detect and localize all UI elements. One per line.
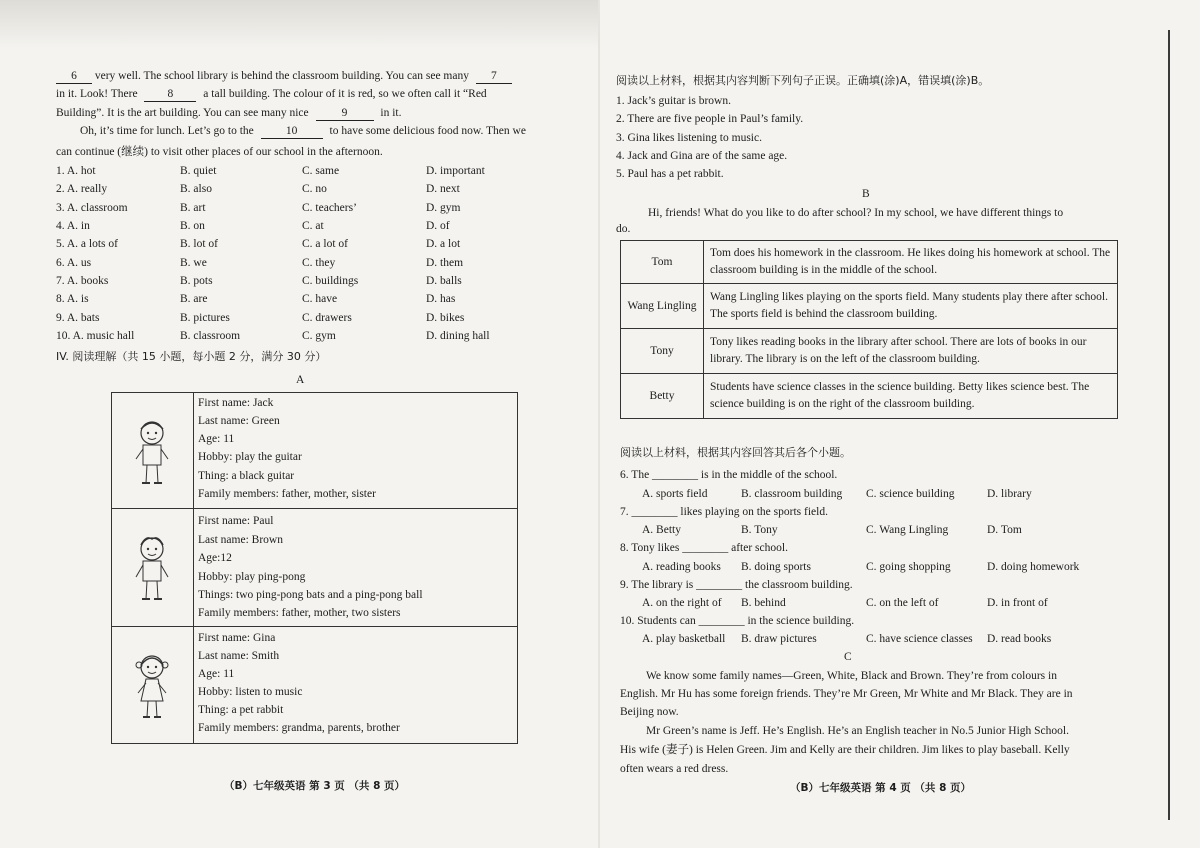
option-c[interactable]: C. have science classes (866, 633, 973, 645)
question-stem: 6. The ________ is in the middle of the school. (620, 469, 838, 481)
option-a[interactable]: A. Betty (642, 524, 681, 536)
option-c[interactable]: C. science building (866, 488, 955, 500)
blank-8[interactable]: 8 (144, 87, 196, 102)
c-line: often wears a red dress. (620, 763, 729, 775)
profile-line: Last name: Brown (198, 534, 283, 546)
c-line: Beijing now. (620, 706, 679, 718)
option-b[interactable]: B. lot of (180, 238, 219, 250)
blank-7[interactable]: 7 (476, 69, 512, 84)
profile-line: Age: 11 (198, 433, 235, 445)
judge-item[interactable]: 3. Gina likes listening to music. (616, 132, 762, 144)
option-d[interactable]: D. bikes (426, 312, 465, 324)
question-stem: 8. Tony likes ________ after school. (620, 542, 788, 554)
option-c[interactable]: C. a lot of (302, 238, 348, 250)
profile-gina (112, 626, 517, 744)
table-row (621, 284, 1118, 329)
passage-text: Oh, it’s time for lunch. Let’s go to the (80, 125, 254, 137)
option-b[interactable]: B. classroom building (741, 488, 843, 500)
right-page (600, 0, 1200, 848)
option-b[interactable]: B. doing sports (741, 561, 811, 573)
judge-item[interactable]: 5. Paul has a pet rabbit. (616, 168, 724, 180)
profile-line: Last name: Green (198, 415, 280, 427)
passage-line-4 (80, 124, 526, 139)
profile-line: First name: Paul (198, 515, 274, 527)
profile-line: First name: Gina (198, 632, 276, 644)
passage-line-5: can continue (继续) to visit other places of our school in the afternoon. (56, 146, 383, 158)
option-d[interactable]: D. next (426, 183, 460, 195)
b-intro: do. (616, 223, 631, 235)
desc-cell: Wang Lingling likes playing on the sports field. Many students play there after school. The sports field is behind the classroom building. (704, 284, 1118, 329)
profile-line: Hobby: play the guitar (198, 451, 302, 463)
profile-line: Age:12 (198, 552, 232, 564)
option-c[interactable]: C. they (302, 257, 336, 269)
profile-line: Age: 11 (198, 668, 235, 680)
passage-line-2 (56, 87, 487, 102)
desc-cell: Students have science classes in the science building. Betty likes science best. The science building is on the right of the classroom building. (704, 374, 1118, 419)
profile-line: Hobby: listen to music (198, 686, 303, 698)
profile-line: Family members: father, mother, sister (198, 488, 376, 500)
option-a[interactable]: 7. A. books (56, 275, 109, 287)
c-line: Mr Green’s name is Jeff. He’s English. He’s an English teacher in No.5 Junior High School. (646, 725, 1069, 737)
option-d[interactable]: D. balls (426, 275, 462, 287)
option-a[interactable]: 6. A. us (56, 257, 92, 269)
blank-9[interactable]: 9 (316, 106, 374, 121)
profile-line: Family members: father, mother, two sisters (198, 607, 401, 619)
table-row (621, 241, 1118, 284)
option-d[interactable]: D. in front of (987, 597, 1048, 609)
option-b[interactable]: B. classroom (180, 330, 241, 342)
profile-line: Things: two ping-pong bats and a ping-pong ball (198, 589, 423, 601)
option-b[interactable]: B. on (180, 220, 205, 232)
option-d[interactable]: D. them (426, 257, 464, 269)
option-a[interactable]: 2. A. really (56, 183, 108, 195)
profile-jack (112, 393, 517, 508)
desc-cell: Tony likes reading books in the library after school. There are lots of books in our library. The library is on the left of the classroom building. (704, 329, 1118, 374)
section-heading: IV. 阅读理解（共 15 小题，每小题 2 分，满分 30 分） (56, 350, 327, 363)
profile-line: Family members: grandma, parents, brother (198, 722, 400, 734)
option-b[interactable]: B. draw pictures (741, 633, 817, 645)
c-line: English. Mr Hu has some foreign friends. They’re Mr Green, Mr White and Mr Black. They are in (620, 688, 1073, 700)
passage-line-3 (56, 106, 401, 121)
option-c[interactable]: C. drawers (302, 312, 352, 324)
option-a[interactable]: 9. A. bats (56, 312, 100, 324)
option-a[interactable]: 10. A. music hall (56, 330, 135, 342)
passage-text: in it. Look! There (56, 88, 138, 100)
option-d[interactable]: D. dining hall (426, 330, 490, 342)
b-intro: Hi, friends! What do you like to do after school? In my school, we have different things to (648, 207, 1064, 219)
option-row-5 (56, 238, 576, 256)
c-line: His wife (妻子) is Helen Green. Jim and Kelly are their children. Jim likes to play baseball. Kelly (620, 744, 1070, 756)
option-b[interactable]: B. behind (741, 597, 786, 609)
option-c[interactable]: C. buildings (302, 275, 359, 287)
kid-picture (112, 627, 194, 744)
option-b[interactable]: B. also (180, 183, 212, 195)
option-d[interactable]: D. library (987, 488, 1032, 500)
option-a[interactable]: 8. A. is (56, 293, 89, 305)
option-d[interactable]: D. a lot (426, 238, 461, 250)
option-a[interactable]: 5. A. a lots of (56, 238, 118, 250)
judge-item[interactable]: 4. Jack and Gina are of the same age. (616, 150, 788, 162)
option-row-1 (56, 165, 576, 183)
option-d[interactable]: D. read books (987, 633, 1052, 645)
option-a[interactable]: A. reading books (642, 561, 721, 573)
profile-line: Thing: a black guitar (198, 470, 295, 482)
option-c[interactable]: C. gym (302, 330, 336, 342)
option-a[interactable]: 3. A. classroom (56, 202, 128, 214)
question-stem: 9. The library is ________ the classroom building. (620, 579, 853, 591)
girl-icon (132, 651, 172, 723)
profile-paul (112, 508, 517, 627)
answer-instruction: 阅读以上材料，根据其内容回答其后各个小题。 (620, 446, 851, 459)
option-c[interactable]: C. no (302, 183, 327, 195)
option-a[interactable]: A. play basketball (642, 633, 726, 645)
passage-text: very well. The school library is behind the classroom building. You can see many (94, 70, 469, 82)
option-row-10 (56, 330, 576, 348)
passage-text: to have some delicious food now. Then we (329, 125, 526, 137)
option-d[interactable]: D. gym (426, 202, 461, 214)
option-a[interactable]: A. on the right of (642, 597, 722, 609)
judge-instruction: 阅读以上材料，根据其内容判断下列句子正误。正确填(涂)A，错误填(涂)B。 (616, 74, 990, 87)
passage-c-label: C (844, 651, 852, 663)
option-b[interactable]: B. art (180, 202, 206, 214)
passage-text: a tall building. The colour of it is red, so we often call it “Red (203, 88, 487, 100)
passage-line-1 (56, 69, 512, 84)
profile-line: Last name: Smith (198, 650, 280, 662)
option-d[interactable]: D. of (426, 220, 450, 232)
option-b[interactable]: B. Tony (741, 524, 778, 536)
question-stem: 10. Students can ________ in the science building. (620, 615, 855, 627)
option-b[interactable]: B. are (180, 293, 208, 305)
name-cell: Tom (621, 241, 704, 284)
option-c[interactable]: C. Wang Lingling (866, 524, 949, 536)
desc-cell: Tom does his homework in the classroom. He likes doing his homework at school. The classroom building is in the middle of the school. (704, 241, 1118, 284)
option-row-3 (56, 202, 576, 220)
option-c[interactable]: C. teachers’ (302, 202, 357, 214)
question-stem: 7. ________ likes playing on the sports field. (620, 506, 828, 518)
option-c[interactable]: C. same (302, 165, 340, 177)
option-a[interactable]: 1. A. hot (56, 165, 96, 177)
option-d[interactable]: D. has (426, 293, 456, 305)
passage-text: Building”. It is the art building. You can see many nice (56, 107, 309, 119)
activities-table (620, 240, 1118, 419)
profile-line: Thing: a pet rabbit (198, 704, 284, 716)
blank-6[interactable]: 6 (56, 69, 92, 84)
option-row-6 (56, 257, 576, 275)
profile-line: Hobby: play ping-pong (198, 571, 306, 583)
table-row (621, 329, 1118, 374)
option-row-9 (56, 312, 576, 330)
option-b[interactable]: B. pictures (180, 312, 230, 324)
option-c[interactable]: C. on the left of (866, 597, 939, 609)
table-row (621, 374, 1118, 419)
option-d[interactable]: D. important (426, 165, 485, 177)
name-cell: Betty (621, 374, 704, 419)
option-d[interactable]: D. Tom (987, 524, 1022, 536)
option-b[interactable]: B. quiet (180, 165, 217, 177)
option-b[interactable]: B. pots (180, 275, 213, 287)
passage-a-label: A (296, 374, 305, 386)
option-c[interactable]: C. have (302, 293, 338, 305)
option-c[interactable]: C. at (302, 220, 324, 232)
option-d[interactable]: D. doing homework (987, 561, 1080, 573)
option-a[interactable]: 4. A. in (56, 220, 90, 232)
judge-item[interactable]: 2. There are five people in Paul’s family. (616, 113, 804, 125)
option-c[interactable]: C. going shopping (866, 561, 951, 573)
blank-10[interactable]: 10 (261, 124, 323, 139)
judge-item[interactable]: 1. Jack’s guitar is brown. (616, 95, 731, 107)
c-line: We know some family names—Green, White, Black and Brown. They’re from colours in (646, 670, 1057, 682)
option-row-7 (56, 275, 576, 293)
page-footer: （B）七年级英语 第 3 页 （共 8 页） (224, 780, 406, 792)
passage-b-label: B (862, 188, 870, 200)
kid-picture (112, 509, 194, 627)
option-row-8 (56, 293, 576, 311)
option-a[interactable]: A. sports field (642, 488, 708, 500)
page-footer: （B）七年级英语 第 4 页 （共 8 页） (790, 782, 972, 794)
profile-table (111, 392, 518, 744)
option-row-2 (56, 183, 576, 201)
name-cell: Tony (621, 329, 704, 374)
profile-line: First name: Jack (198, 397, 274, 409)
boy-icon (132, 417, 172, 489)
passage-text: in it. (380, 107, 402, 119)
option-row-4 (56, 220, 576, 238)
name-cell: Wang Lingling (621, 284, 704, 329)
kid-picture (112, 393, 194, 508)
option-b[interactable]: B. we (180, 257, 207, 269)
boy-icon (132, 533, 172, 605)
